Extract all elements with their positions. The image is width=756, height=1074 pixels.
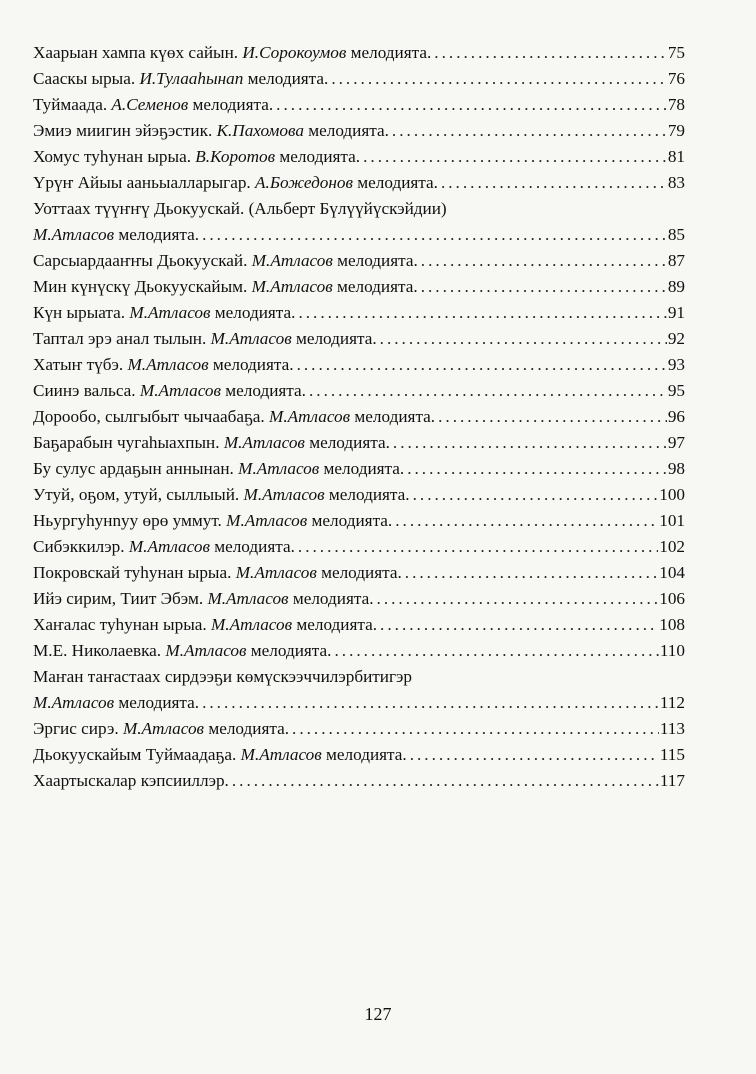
toc-entry-line: [33, 300, 685, 326]
toc-entry-author: М.Атласов: [33, 693, 115, 712]
toc-entry: [33, 118, 685, 144]
toc-entry-page: 102: [659, 537, 685, 556]
toc-entry-text: [33, 586, 374, 612]
toc-entry-line: [33, 378, 685, 404]
toc-entry-text: [33, 430, 390, 456]
toc-entry-suffix: мелодията.: [357, 173, 438, 192]
dot-leader: [407, 456, 667, 482]
toc-entry-text: [33, 300, 295, 326]
toc-entry-page: 97: [667, 433, 685, 452]
dot-leader: [276, 92, 667, 118]
dot-leader: [298, 534, 658, 560]
toc-entry-page: 98: [667, 459, 685, 478]
toc-entry-text: [33, 378, 306, 404]
toc-entry-title: Маҥан таҥастаах сирдээҕи көмүскээччилэрбитигэр: [33, 667, 413, 686]
toc-entry-line: [33, 248, 685, 274]
toc-entry: [33, 248, 685, 274]
toc-entry-suffix: мелодията.: [212, 355, 294, 374]
toc-entry-suffix: мелодията.: [350, 43, 432, 62]
toc-entry-text: [33, 716, 289, 742]
toc-entry: [33, 40, 685, 66]
toc-entry-title: Сибэккилэр.: [33, 537, 125, 556]
toc-entry: [33, 768, 685, 794]
dot-leader: [405, 560, 658, 586]
toc-entry-line: [33, 638, 685, 664]
toc-entry-suffix: мелодията.: [296, 615, 378, 634]
toc-entry-title: Ийэ сирим, Тиит Эбэм.: [33, 589, 204, 608]
toc-entry-suffix: мелодията.: [250, 641, 332, 660]
toc-entry-text: [33, 404, 435, 430]
toc-entry-suffix: мелодията.: [337, 251, 418, 270]
toc-entry-text: [33, 560, 402, 586]
toc-entry-author: М.Атласов: [165, 641, 247, 660]
toc-entry-author: М.Атласов: [33, 225, 115, 244]
toc-entry-text: [33, 690, 199, 716]
toc-entry-title: Ньургуһунnуу өрө уммут.: [33, 511, 222, 530]
toc-entry-author: М.Атласов: [226, 511, 308, 530]
toc-entry: [33, 508, 685, 534]
toc-entry-suffix: мелодията.: [279, 147, 361, 166]
dot-leader: [441, 170, 667, 196]
toc-entry-author: М.Атласов: [139, 381, 221, 400]
toc-entry-text: [33, 66, 328, 92]
toc-entry-page: 115: [659, 745, 685, 764]
toc-entry-line: [33, 508, 685, 534]
toc-entry-title: Хаарыан хампа күөх сайын.: [33, 43, 239, 62]
toc-entry-page: 78: [667, 95, 685, 114]
toc-entry-text: [33, 352, 294, 378]
toc-entry-line: [33, 456, 685, 482]
toc-entry-line: [33, 352, 685, 378]
toc-entry-page: 100: [659, 485, 685, 504]
toc-entry-author: А.Божедонов: [255, 173, 353, 192]
toc-entry-line: [33, 92, 685, 118]
toc-entry: [33, 456, 685, 482]
toc-entry-author: В.Коротов: [195, 147, 276, 166]
toc-entry-line: [33, 586, 685, 612]
toc-entry: [33, 326, 685, 352]
toc-entry-page: 110: [659, 641, 685, 660]
toc-entry-page: 95: [667, 381, 685, 400]
toc-entry-author: М.Атласов: [269, 407, 351, 426]
toc-entry-line: [33, 40, 685, 66]
toc-entry-author: М.Атласов: [127, 355, 209, 374]
toc-entry-page: 91: [667, 303, 685, 322]
toc-entry-line: [33, 768, 685, 794]
toc-entry-suffix: мелодията.: [214, 303, 296, 322]
toc-entry-text: [33, 768, 229, 794]
toc-entry-text: [33, 248, 418, 274]
dot-leader: [309, 378, 667, 404]
dot-leader: [392, 118, 667, 144]
toc-entry-author: М.Атласов: [240, 745, 322, 764]
toc-entry: [33, 196, 685, 248]
toc-entry-text: [33, 92, 273, 118]
toc-entry-line: [33, 66, 685, 92]
toc-entry: [33, 274, 685, 300]
toc-entry-author: М.Атласов: [243, 485, 325, 504]
toc-entry-text: [33, 170, 438, 196]
toc-entry-text: [33, 612, 377, 638]
toc-entry-line: [33, 222, 685, 248]
dot-leader: [363, 144, 667, 170]
dot-leader: [421, 248, 667, 274]
toc-entry-author: М.Атласов: [122, 719, 205, 738]
toc-entry-title: Хаартыскалар кэпсииллэр.: [33, 771, 229, 790]
toc-entry-line: [33, 742, 685, 768]
toc-entry: [33, 170, 685, 196]
toc-entry-author: М.Атласов: [235, 563, 317, 582]
toc-entry-title: Таптал эрэ анал тылын.: [33, 329, 207, 348]
toc-entry-title: Сиинэ вальса.: [33, 381, 136, 400]
dot-leader: [438, 404, 667, 430]
dot-leader: [380, 612, 658, 638]
toc-entry-page: 87: [667, 251, 685, 270]
toc-entry-page: 113: [659, 719, 685, 738]
toc-entry-line: [33, 326, 685, 352]
toc-entry-page: 104: [659, 563, 685, 582]
toc-entry-title: М.Е. Николаевка.: [33, 641, 162, 660]
dot-leader: [413, 482, 659, 508]
toc-entry-text: [33, 482, 410, 508]
toc-entry-text: [33, 456, 404, 482]
toc-entry-page: 76: [667, 69, 685, 88]
toc-entry-suffix: мелодията.: [118, 225, 200, 244]
dot-leader: [232, 768, 659, 794]
toc-entry-title: Эргис сирэ.: [33, 719, 119, 738]
dot-leader: [421, 274, 667, 300]
toc-entry-title: Дорообо, сылгыбыт чычаабаҕа.: [33, 407, 265, 426]
toc-entry: [33, 534, 685, 560]
toc-entry-suffix: мелодията.: [354, 407, 436, 426]
toc-entry: [33, 378, 685, 404]
dot-leader: [331, 66, 666, 92]
toc-entry-text: [33, 40, 431, 66]
toc-entry-line: [33, 716, 685, 742]
toc-entry-title: Сарсыардааҥҥы Дьокуускай.: [33, 251, 248, 270]
toc-entry-title: Мин күнүскү Дьокуускайым.: [33, 277, 248, 296]
toc-entry-page: 79: [667, 121, 685, 140]
toc-entry-author: И.Сорокоумов: [242, 43, 347, 62]
toc-entry: [33, 66, 685, 92]
toc-entry-page: 75: [667, 43, 685, 62]
toc-entry-text: [33, 742, 407, 768]
dot-leader: [298, 300, 666, 326]
toc-entry: [33, 144, 685, 170]
toc-entry-suffix: мелодията.: [308, 121, 389, 140]
toc-entry-suffix: мелодията.: [326, 745, 407, 764]
toc-entry: [33, 638, 685, 664]
toc-entry: [33, 404, 685, 430]
toc-entry-page: 108: [659, 615, 685, 634]
dot-leader: [297, 352, 667, 378]
toc-entry-page: 81: [667, 147, 685, 166]
toc-entry-line: [33, 274, 685, 300]
toc-entry-title: Күн ырыата.: [33, 303, 126, 322]
toc-entry-author: М.Атласов: [251, 251, 333, 270]
toc-entry-page: 85: [667, 225, 685, 244]
dot-leader: [434, 40, 667, 66]
toc-entry: [33, 352, 685, 378]
dot-leader: [380, 326, 667, 352]
toc-entry-suffix: мелодията.: [309, 433, 390, 452]
toc-entry-page: 92: [667, 329, 685, 348]
toc-entry-line: [33, 430, 685, 456]
toc-entry: [33, 664, 685, 716]
toc-entry-page: 101: [659, 511, 685, 530]
toc-entry-page: 83: [667, 173, 685, 192]
toc-entry-author: М.Атласов: [223, 433, 305, 452]
toc-entry-title: Покровскай туһунан ырыа.: [33, 563, 232, 582]
toc-entry-title: Туймаада.: [33, 95, 108, 114]
toc-entry-title: Хомус туһунан ырыа.: [33, 147, 191, 166]
dot-leader: [202, 690, 659, 716]
toc-entry-title: Баҕарабын чугаһыахпын.: [33, 433, 220, 452]
dot-leader: [202, 222, 667, 248]
toc-entry-line: [33, 612, 685, 638]
toc-entry-author: М.Атласов: [129, 303, 211, 322]
toc-entry-suffix: мелодията.: [323, 459, 405, 478]
toc-entry-line: [33, 690, 685, 716]
toc-entry-author: К.Пахомова: [216, 121, 304, 140]
toc-entry-text: [33, 534, 295, 560]
toc-entry-page: 112: [659, 693, 685, 712]
toc-entry-author: М.Атласов: [210, 615, 293, 634]
dot-leader: [395, 508, 658, 534]
dot-leader: [377, 586, 659, 612]
toc-entry-author: И.Тулааһынап: [139, 69, 244, 88]
toc-entry: [33, 430, 685, 456]
toc-entry-title: Уоттаах түүҥҥү Дьокуускай. (Альберт Бүлүүйүскэйдии): [33, 199, 447, 218]
toc-entry-page: 89: [667, 277, 685, 296]
toc-entry-text: [33, 144, 360, 170]
toc-entry-title: Хаҥалас туһунан ырыа.: [33, 615, 207, 634]
dot-leader: [410, 742, 659, 768]
toc-entry-line: [33, 144, 685, 170]
toc-entry-line: [33, 170, 685, 196]
toc-entry-text: [33, 222, 199, 248]
toc-entry-text: [33, 274, 418, 300]
toc-entry-suffix: мелодията.: [214, 537, 295, 556]
dot-leader: [292, 716, 659, 742]
toc-entry-text: [33, 638, 331, 664]
toc-entry-title: Үрүҥ Айыы ааньыалларыгар.: [33, 173, 251, 192]
toc-entry: [33, 716, 685, 742]
page-number: 127: [364, 1004, 392, 1024]
toc-entry-title: Утуй, оҕом, утуй, сыллыый.: [33, 485, 240, 504]
toc-entry-author: А.Семенов: [111, 95, 189, 114]
toc-entry-author: М.Атласов: [207, 589, 289, 608]
toc-entry: [33, 92, 685, 118]
toc-entry-page: 117: [659, 771, 685, 790]
toc-entry-author: М.Атласов: [238, 459, 320, 478]
toc-entry-suffix: мелодията.: [321, 563, 402, 582]
toc-entry-suffix: мелодията.: [295, 329, 377, 348]
toc-entry-text: [33, 326, 377, 352]
toc-entry-author: М.Атласов: [251, 277, 333, 296]
toc-entry-suffix: мелодията.: [311, 511, 393, 530]
toc-entry-author: М.Атласов: [128, 537, 210, 556]
toc-entry: [33, 742, 685, 768]
toc-entry-suffix: мелодията.: [225, 381, 306, 400]
toc-entry-line: [33, 560, 685, 586]
toc-entry: [33, 560, 685, 586]
toc-entry-page: 93: [667, 355, 685, 374]
toc-entry: [33, 586, 685, 612]
toc-entry-text: [33, 118, 389, 144]
toc-entry-text: [33, 508, 392, 534]
toc-entry-line: [33, 404, 685, 430]
toc-entry-page: 106: [659, 589, 685, 608]
toc-entry-title: Дьокуускайым Туймаадаҕа.: [33, 745, 237, 764]
toc-entry-title: Бу сулус ардаҕын аннынан.: [33, 459, 234, 478]
toc-entry-title: Сааскы ырыа.: [33, 69, 136, 88]
toc-entry: [33, 612, 685, 638]
dot-leader: [334, 638, 658, 664]
table-of-contents: [33, 40, 685, 794]
toc-entry-suffix: мелодията.: [292, 589, 374, 608]
toc-entry-line: [33, 482, 685, 508]
dot-leader: [393, 430, 667, 456]
toc-entry-suffix: мелодията.: [247, 69, 329, 88]
toc-entry-suffix: мелодията.: [192, 95, 274, 114]
toc-entry-line: [33, 534, 685, 560]
toc-entry-suffix: мелодията.: [328, 485, 410, 504]
toc-entry-page: 96: [667, 407, 685, 426]
toc-entry-suffix: мелодията.: [208, 719, 290, 738]
toc-entry-author: М.Атласов: [210, 329, 292, 348]
toc-entry-suffix: мелодията.: [118, 693, 200, 712]
toc-entry-line: [33, 118, 685, 144]
toc-entry: [33, 482, 685, 508]
toc-entry: [33, 300, 685, 326]
toc-entry-title: Эмиэ миигин эйэҕэстик.: [33, 121, 213, 140]
toc-entry-suffix: мелодията.: [337, 277, 418, 296]
toc-entry-title: Хатыҥ түбэ.: [33, 355, 124, 374]
